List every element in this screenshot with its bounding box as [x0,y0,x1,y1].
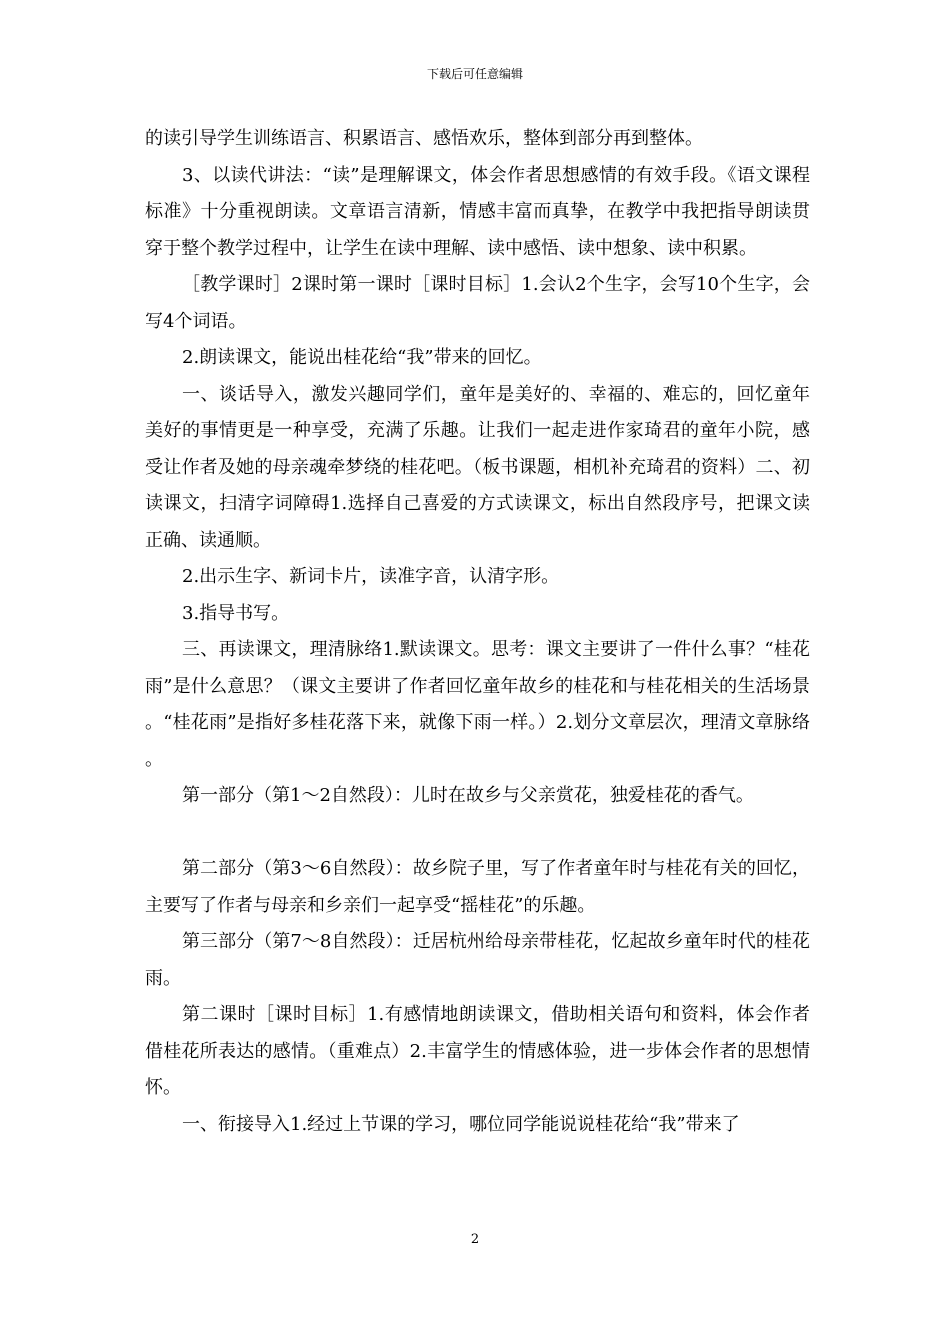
document-body [145,121,810,1143]
paragraph-5: 一、谈话导入，激发兴趣同学们，童年是美好的、幸福的、难忘的，回忆童年美好的事情更是一种享受，充满了乐趣。让我们一起走进作家琦君的童年小院，感受让作者及她的母亲魂牵梦绕的桂花吧。（板书课题，相机补充琦君的资料）二、初读课文，扫清字词障碍1.选择自己喜爱的方式读课文，标出自然段序号，把课文读正确、读通顺。 [145,383,810,551]
paragraph-7: 3.指导书写。 [182,602,290,624]
paragraph-3: ［教学课时］2课时第一课时［课时目标］1.会认2个生字，会写10个生字，会写4个词语。 [145,274,810,332]
page-header: 下载后可任意编辑 [426,67,523,81]
paragraph-13: 一、衔接导入1.经过上节课的学习，哪位同学能说说桂花给“我”带来了 [182,1113,740,1135]
paragraph-10: 第二部分（第3～6自然段）：故乡院子里，写了作者童年时与桂花有关的回忆，主要写了作者与母亲和乡亲们一起享受“摇桂花”的乐趣。 [145,858,810,916]
paragraph-1: 的读引导学生训练语言、积累语言、感悟欢乐，整体到部分再到整体。 [145,128,703,149]
paragraph-6: 2.出示生字、新词卡片，读准字音，认清字形。 [182,566,560,587]
paragraph-4: 2.朗读课文，能说出桂花给“我”带来的回忆。 [182,347,542,368]
paragraph-9: 第一部分（第1～2自然段）：儿时在故乡与父亲赏花，独爱桂花的香气。 [182,785,754,806]
paragraph-8: 三、再读课文，理清脉络1.默读课文。思考：课文主要讲了一件什么事？“桂花雨”是什么意思？（课文主要讲了作者回忆童年故乡的桂花和与桂花相关的生活场景。“桂花雨”是指好多桂花落下来，就像下雨一样。）2.划分文章层次，理清文章脉络。 [145,639,810,770]
paragraph-12: 第二课时［课时目标］1.有感情地朗读课文，借助相关语句和资料，体会作者借桂花所表达的感情。（重难点）2.丰富学生的情感体验，进一步体会作者的思想情怀。 [145,1004,810,1098]
paragraph-11: 第三部分（第7～8自然段）：迁居杭州给母亲带桂花，忆起故乡童年时代的桂花雨。 [145,931,810,989]
paragraph-2: 3、以读代讲法：“读”是理解课文，体会作者思想感情的有效手段。《语文课程标准》十分重视朗读。文章语言清新，情感丰富而真挚，在教学中我把指导朗读贯穿于整个教学过程中，让学生在读中理解、读中感悟、读中想象、读中积累。 [145,164,810,259]
page-number: 2 [470,1232,480,1247]
